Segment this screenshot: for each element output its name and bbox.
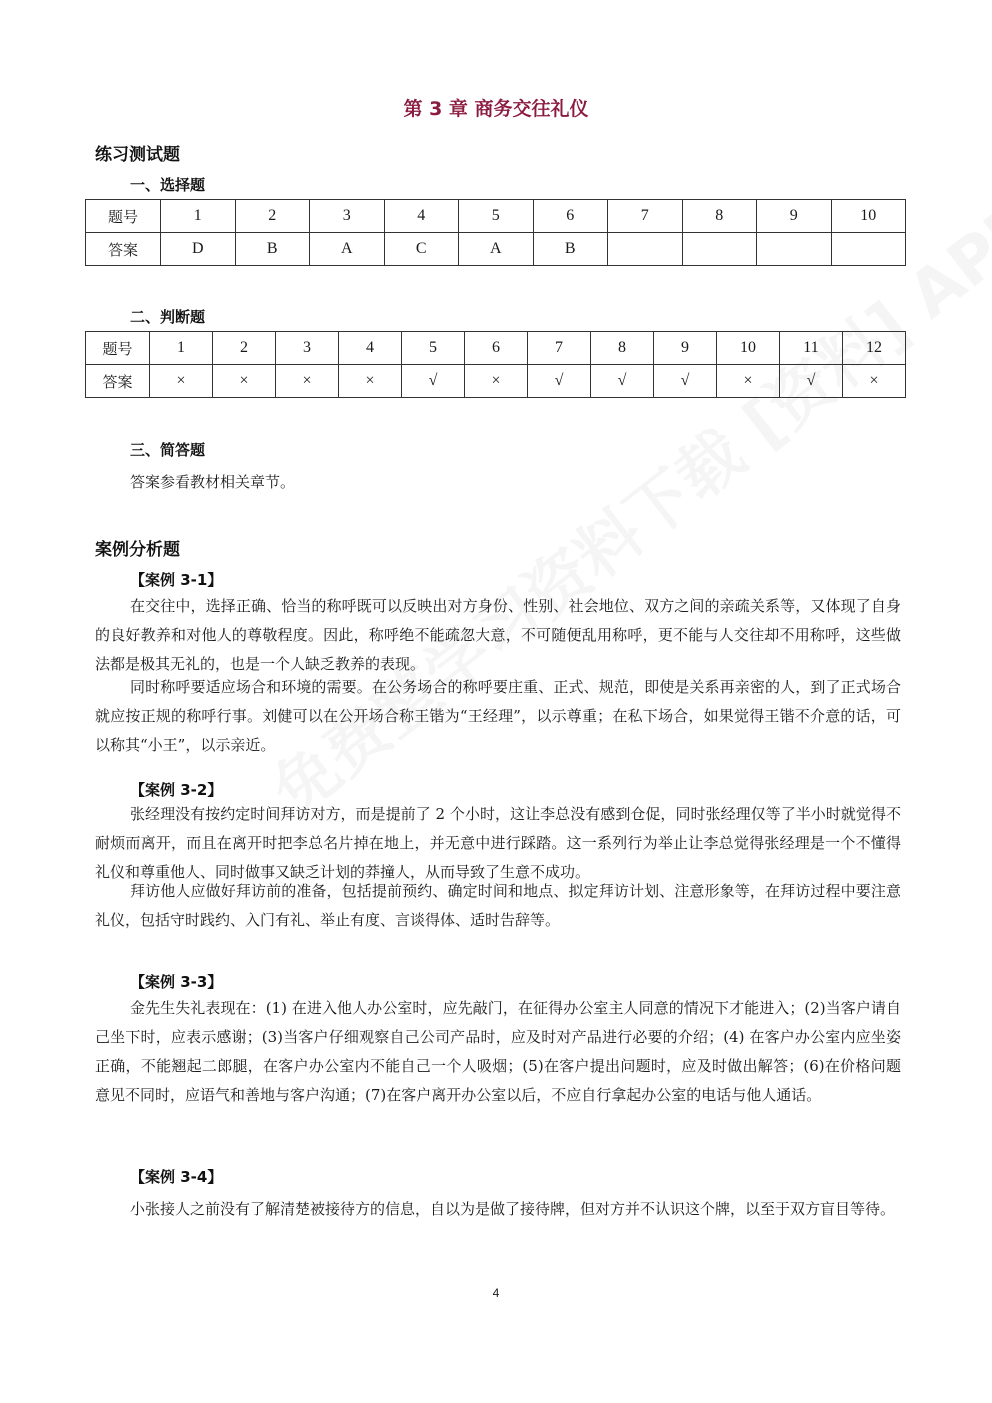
judge-number-cell: 9 <box>654 332 717 365</box>
judge-answer-table <box>85 331 906 398</box>
choice-answer-label: 答案 <box>86 233 161 266</box>
judge-answer-cell: √ <box>780 365 843 398</box>
choice-number-label: 题号 <box>86 200 161 233</box>
judge-number-label: 题号 <box>86 332 150 365</box>
judge-answer-row <box>86 365 906 398</box>
case-3-2-paragraph-2: 拜访他人应做好拜访前的准备，包括提前预约、确定时间和地点、拟定拜访计划、注意形象等，在拜访过程中要注意礼仪，包括守时践约、入门有礼、举止有度、言谈得体、适时告辞等。 <box>95 882 901 929</box>
case-analysis-heading: 案例分析题 <box>95 540 180 560</box>
choice-number-cell: 2 <box>235 200 310 233</box>
judge-answer-cell: × <box>465 365 528 398</box>
choice-answer-cell: A <box>459 233 534 266</box>
choice-number-cell: 1 <box>161 200 236 233</box>
page-number: 4 <box>492 1286 500 1300</box>
choice-number-cell: 9 <box>757 200 832 233</box>
choice-answer-cell: B <box>533 233 608 266</box>
case-3-1-heading: 【案例 3-1】 <box>130 571 223 589</box>
judge-answer-cell: × <box>276 365 339 398</box>
choice-answer-row <box>86 233 906 266</box>
judge-number-row <box>86 332 906 365</box>
case-3-2-paragraph-1: 张经理没有按约定时间拜访对方，而是提前了 2 个小时，这让李总没有感到仓促，同时张经理仅等了半小时就觉得不耐烦而离开，而且在离开时把李总名片掉在地上，并无意中进行踩踏。这一系列行为举止让李总觉得张经理是一个不懂得礼仪和尊重他人、同时做事又缺乏计划的莽撞人，从而导致了生意不成功。 <box>95 805 901 881</box>
choice-answer-cell: A <box>310 233 385 266</box>
judge-answer-label: 答案 <box>86 365 150 398</box>
short-answer-heading: 三、简答题 <box>130 441 206 459</box>
choice-answer-cell <box>682 233 757 266</box>
judge-answer-cell: × <box>339 365 402 398</box>
choice-number-cell: 3 <box>310 200 385 233</box>
judge-number-cell: 5 <box>402 332 465 365</box>
judge-answer-cell: × <box>717 365 780 398</box>
choice-number-cell: 10 <box>831 200 906 233</box>
judge-answer-cell: × <box>150 365 213 398</box>
case-3-4-heading: 【案例 3-4】 <box>130 1168 223 1186</box>
choice-answer-cell: C <box>384 233 459 266</box>
choice-number-cell: 5 <box>459 200 534 233</box>
choice-answer-cell: B <box>235 233 310 266</box>
choice-answer-cell <box>757 233 832 266</box>
case-3-2-heading: 【案例 3-2】 <box>130 781 223 799</box>
judge-number-cell: 6 <box>465 332 528 365</box>
judge-heading: 二、判断题 <box>130 308 206 326</box>
case-3-4-paragraph-1: 小张接人之前没有了解清楚被接待方的信息，自以为是做了接待牌，但对方并不认识这个牌，以至于双方盲目等待。 <box>130 1200 896 1218</box>
choice-answer-cell <box>831 233 906 266</box>
choice-answer-cell: D <box>161 233 236 266</box>
choice-heading: 一、选择题 <box>130 176 206 194</box>
judge-answer-cell: × <box>843 365 906 398</box>
chapter-title: 第 3 章 商务交往礼仪 <box>403 98 589 120</box>
short-answer-text: 答案参看教材相关章节。 <box>130 473 296 491</box>
case-3-3-paragraph-1: 金先生失礼表现在：(1) 在进入他人办公室时，应先敲门，在征得办公室主人同意的情况下才能进入；(2)当客户请自己坐下时，应表示感谢；(3)当客户仔细观察自己公司产品时，应及时对产品进行必要的介绍；(4) 在客户办公室内应坐姿正确，不能翘起二郎腿，在客户办公室内不能自己一个人吸烟；(5)在客户提出问题时，应及时做出解答；(6)在价格问题意见不同时，应语气和善地与客户沟通；(7)在客户离开办公室以后，不应自行拿起办公室的电话与他人通话。 <box>95 999 901 1104</box>
practice-heading: 练习测试题 <box>95 145 180 165</box>
judge-answer-cell: × <box>213 365 276 398</box>
judge-number-cell: 7 <box>528 332 591 365</box>
choice-number-cell: 6 <box>533 200 608 233</box>
judge-number-cell: 8 <box>591 332 654 365</box>
judge-number-cell: 1 <box>150 332 213 365</box>
choice-answer-table <box>85 199 906 266</box>
judge-number-cell: 10 <box>717 332 780 365</box>
choice-number-cell: 8 <box>682 200 757 233</box>
judge-number-cell: 2 <box>213 332 276 365</box>
judge-answer-cell: √ <box>528 365 591 398</box>
judge-answer-cell: √ <box>591 365 654 398</box>
judge-number-cell: 12 <box>843 332 906 365</box>
judge-answer-cell: √ <box>402 365 465 398</box>
judge-answer-cell: √ <box>654 365 717 398</box>
case-3-1-paragraph-2: 同时称呼要适应场合和环境的需要。在公务场合的称呼要庄重、正式、规范，即使是关系再亲密的人，到了正式场合就应按正规的称呼行事。刘健可以在公开场合称王锴为“王经理”，以示尊重；在私下场合，如果觉得王锴不介意的话，可以称其“小王”，以示亲近。 <box>95 678 901 754</box>
choice-number-row <box>86 200 906 233</box>
choice-number-cell: 7 <box>608 200 683 233</box>
judge-number-cell: 3 <box>276 332 339 365</box>
case-3-3-heading: 【案例 3-3】 <box>130 973 223 991</box>
choice-answer-cell <box>608 233 683 266</box>
judge-number-cell: 11 <box>780 332 843 365</box>
judge-number-cell: 4 <box>339 332 402 365</box>
choice-number-cell: 4 <box>384 200 459 233</box>
case-3-1-paragraph-1: 在交往中，选择正确、恰当的称呼既可以反映出对方身份、性别、社会地位、双方之间的亲疏关系等，又体现了自身的良好教养和对他人的尊敬程度。因此，称呼绝不能疏忽大意，不可随便乱用称呼，更不能与人交往却不用称呼，这些做法都是极其无礼的，也是一个人缺乏教养的表现。 <box>95 597 901 673</box>
